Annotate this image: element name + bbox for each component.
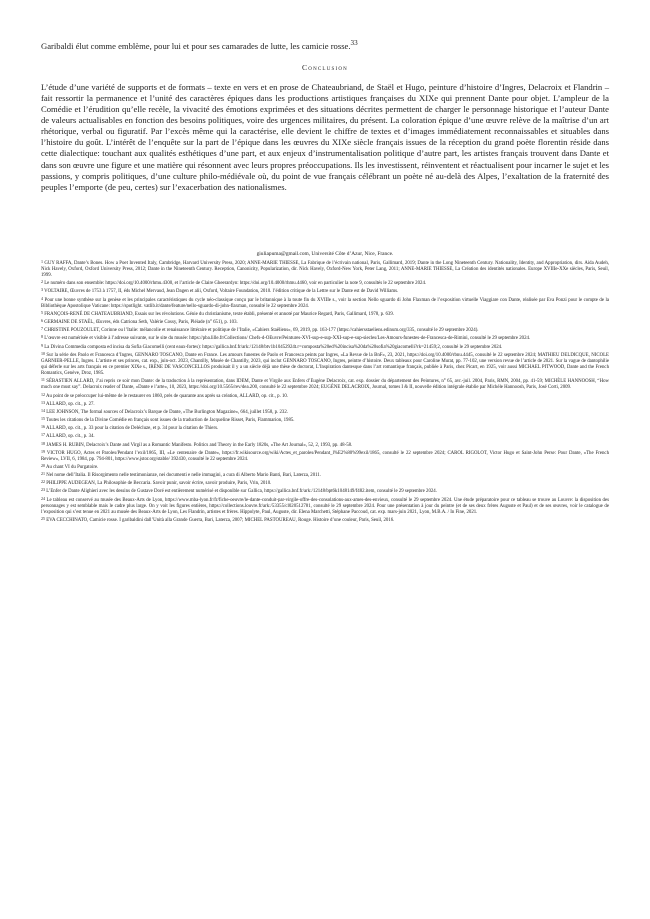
footnote-number: 3 [41,287,43,293]
footnote-number: 20 [41,463,45,469]
footnote-text: ALLARD, op. cit., p. 33 pour la citation de Delécluze, et p. 34 pour la citation de Thiers. [45,426,219,432]
footnote-text: PHILIPPE AUDEGEAN, La Philosophie de Beccaria. Savoir punir, savoir écrire, savoir produire, Paris, Vrin, 2010. [45,481,272,487]
footnote-text: ALLARD, op. cit., p. 34. [45,434,95,440]
lead-paragraph [41,38,609,52]
footnote [41,496,609,516]
footnote [41,377,609,391]
page [41,38,609,524]
footnote-number: 8 [41,334,43,340]
footnote-text: Sur la série des Paolo et Francesca d’Ingres, GENNARO TOSCANO, Dante en France. Les amours funestes de Paolo et Francesca peints par Ingres, «La Revue de la BnF», 23, 2021, https://doi.org/10.4000/rbnu.4445, consulté le 22 septembre 2024; MATHIEU DELDICQUE, NICOLE GARNIER-PELLE, Ingres. L’artiste et ses princes, cat. exp., juin-oct. 2023, Chantilly, Musée de Chantilly, 2023, qui inclut GENNARO TOSCANO, Ingres, peintre d’histoire. Deux tableaux pour Caroline Murat, pp. 77-102, une version revue de l’article de 2021. Sur la vague de dantophilie qui déferle sur les arts français en ce premier XIXe s., IRÈNE DE VASCONCELLOS produisait il y a un siècle déjà une thèse de doctorat, L’Inspiration dantesque dans l’art romantique français, publiée à Paris, chez Picart, en 1925, voir aussi MICHAEL PITWOOD, Dante and the French Romantics, Genève, Droz, 1985. [41,352,609,377]
footnote-text: EVA CECCHINATO, Camicie rosse. I garibaldini dall’Unità alla Grande Guerra, Bari, Laterza, 2007; MICHEL PASTOUREAU, Rouge. Histoire d’une couleur, Paris, Seuil, 2016. [45,518,395,524]
footnote [41,400,609,408]
footnote-text: FRANÇOIS-RENÉ DE CHATEAUBRIAND, Essais sur les révolutions. Génie du christianisme, texte établi, présenté et annoté par Maurice Regard, Paris, Gallimard, 1978, p. 639. [43,311,394,317]
footnote-text: Pour une bonne synthèse sur la genèse et les principales caractéristiques du cycle néo-classique conçu par le britannique à la toute fin du XVIIIe s., voir la section Nello sguardo di John Flaxman de l’exposition virtuelle Viaggiare con Dante, réalisée par Eva Ponzi pour le compte de la Bibliothèque Apostolique Vaticane: https://spotlight. vatlib.it/dante/feature/nello-sguardo-di-john-flaxman, consulté le 22 septembre 2024. [41,297,609,309]
footnote-text: ALLARD, op. cit., p. 27. [45,401,95,407]
footnote [41,449,609,463]
footnote-text: JAMES H. RUBIN, Delacroix’s Dante and Virgil as a Romantic Manifesto. Politics and Theory in the Early 1820s, «The Art Journal», 52, 2, 1993, pp. 48-58. [45,442,353,448]
footnote [41,296,609,310]
footnote-text: LEE JOHNSON, The formal sources of Delacroix’s Barque de Dante, «The Burlington Magazine», 664, juillet 1958, p. 232. [45,409,288,415]
footnote [41,479,609,487]
footnote-number: 1 [41,258,43,264]
footnote-text: Toutes les citations de la Divine Comédie en français sont issues de la traduction de Jacqueline Risset, Paris, Flammarion, 1985. [45,418,295,424]
footnote-text: SÉBASTIEN ALLARD, J’ai repris ce soir mon Dante: de la traduction à la représentation, dans IDEM, Dante et Virgile aux Enfers d’Eugène Delacroix, cat. exp. dossier du département des Peintures, n° 65, avr.-juil. 2004, Paris, RMN, 2004, pp. 41-59; MICHÈLE HANNOOSH, “How much one must say”. Delacroix reader of Dante, «Dante e l’arte», 10, 2023, https://doi.org/10.5565/rev/dea.200, consulté le 22 septembre 2024; EUGÈNE DELACROIX, Journal, tomes I & II, nouvelle édition intégrale établie par Michèle Hannoosh, Paris, José Corti, 2009. [41,379,609,391]
footnote-text: L’œuvre est numérisée et visible à l’adresse suivante, sur le site du musée: https://pba.lille.fr/Collections/ Chefs-d-OEuvre/Peintures-XVI-sup-e-sup-XXI-sup-e-sup-siecles/Les-Amours-funestes-de-Francesca-de-Rimini, consulté le 29 septembre 2024. [43,336,531,342]
footnote [41,516,609,524]
footnote-number: 5 [41,309,43,315]
footnotes [41,259,609,524]
section-heading: Conclusion [302,62,348,72]
footnote-number: 6 [41,318,43,324]
footnote [41,318,609,326]
footnote-text: Le numéro dans son ensemble: https://doi.org/10.4000/rhmu.4300, et l’article de Claire Gheerardyn: https://doi.org/10.4000/rhmu.4460, voir en particulier la note 9, consultés le 22 septembre 2024. [43,281,427,287]
footnote [41,259,609,279]
footnote-text: Au chant VI du Purgatoire. [45,465,99,471]
footnote [41,334,609,342]
footnote [41,408,609,416]
footnote [41,471,609,479]
footnote [41,487,609,495]
author-affiliation: giuliapuma@gmail.com, Université Côte d’Azur, Nice, France. [256,250,394,257]
footnote [41,441,609,449]
footnote [41,287,609,295]
footnote-ref: 33 [350,39,358,47]
footnote-number: 4 [41,295,43,301]
footnote [41,424,609,432]
footnote [41,343,609,351]
footnote-number: 11 [41,377,45,383]
footnote-number: 25 [41,516,45,522]
footnote-number: 15 [41,416,45,422]
footnote [41,351,609,378]
footnote-number: 13 [41,399,45,405]
conclusion-paragraph: L’étude d’une variété de supports et de formats – texte en vers et en prose de Chateaubriand, de Staël et Hugo, peinture d’histoire d’Ingres, Delacroix et Flandrin – fait ressortir la permanence et l’unité des caractères épiques dans les productions artistiques françaises du XIXe qui prennent Dante pour objet. L’ampleur de la Comédie et l’érudition qu’elle recèle, la vivacité des émotions exprimées et des situations décrites permettent de charger le personnage historique et l’auteur Dante de valeurs actualisables en fonction des besoins politiques, voire des urgences militaires, du présent. La coloration épique d’une œuvre relève de la maîtrise d’un art rhétorique, verbal ou figuratif. Par l’excès même qui la caractérise, elle devient le chiffre de textes et d’images immédiatement reconnaissables et situables dans l’histoire du goût. L’intérêt de l’enquête sur la part de l’épique dans les œuvres du XIXe siècle français issues de la réception du grand poète florentin réside dans cette dialectique: touchant aux qualités esthétiques d’une part, et aux enjeux d’instrumentalisation politique d’autre part, les artistes français trouvent dans Dante et dans son œuvre une figure et une matière qui résonnent avec leurs propres préoccupations. Ils les investissent, réinventent et réactualisent pour incarner le sujet et les passions, y compris politiques, d’une culture philo-médiévale où, du point de vue français célébrant un poète né au-delà des Alpes, l’exaltation de la fraternité des peuples l’emporte (de peu, certes) sur l’exacerbation des nationalismes. [41,81,609,192]
footnote-number: 23 [41,487,45,493]
footnote-text: Le tableau est conservé au musée des Beaux-Arts de Lyon, https://www.mba-lyon.fr/fr/fiche-oeuvre/le-dante-conduit-par-virgile-offre-des-consolations-aux-ames-des-envieux, consulté le 29 septembre 2024. Une étude préparatoire pour ce tableau se trouve au Louvre: la disposition des personnages y est semblable mais le cadre plus large. On y voit les figures entières, https://collections.louvre.fr/ark:/53355/cl020512781, consulté le 29 septembre 2024. Pour une présentation à jour du peintre (et de ses deux frères Auguste et Paul) et de ses œuvres, voir le catalogue de l’exposition qui s’est tenue en 2021 au musée des Beaux-Arts de Lyon, Les Flandrin, artistes et frères. Hippolyte, Paul, Auguste, dir. Elena Marchetti, Stéphane Paccoud, cat. exp. mars-juin 2021, Lyon, M.B.A. / In Fine, 2021. [41,497,609,515]
footnote-number: 14 [41,407,45,413]
footnote [41,310,609,318]
footnote [41,326,609,334]
footnote-number: 18 [41,440,45,446]
footnote-number: 7 [41,326,43,332]
footnote-text: La Divina Commedia composta ed incisa da Sofia Giacomelli (cent eaux-fortes): https://gallica.bnf.fr/ark:/12148/btv1b10452924t.r=composta%20ed%20incisa%20da%20sofia%20giacomelli?rk=21459;2, consulté le 29 septembre 2024. [43,344,503,350]
footnote-number: 24 [41,495,45,501]
footnote-text: VICTOR HUGO, Actes et Paroles/Pendant l’exil/1865, III, «Le centenaire de Dante», https://fr.wikisource.org/wiki/Actes_et_paroles/Pendant_l%E2%80%99exil/1865, consulté le 22 septembre 2024; CAROL RIGOLOT, Victor Hugo et Saint-John Perse: Pour Dante, «The French Review», LVII, 6, 1984, pp. 794-801, https://www.jstor.org/stable/ 392430, consulté le 22 septembre 2024. [41,450,609,462]
footnote-number: 21 [41,471,45,477]
footnote [41,416,609,424]
footnote [41,392,609,400]
footnote-text: CHRISTINE POUZOULET, Corinne ou l’Italie: mélancolie et renaissance littéraire et politique de l’Italie, «Cahiers Staëliens», 69, 2019, pp. 163-177 (https://cahiersstaeliens.edinum.org/335, consulté le 29 septembre 2024). [43,328,479,334]
footnote-text: VOLTAIRE, Œuvres de 1753 à 1757, II, éds Michel Mervaud, Jean Dagen et alii, Oxford, Voltaire Foundation, 2010. l’édition critique de la Lettre sur le Dante est de David Williams. [43,289,399,295]
footnote-number: 10 [41,350,45,356]
footnote-number: 22 [41,479,45,485]
footnote-text: Au point de se préoccuper lui-même de le restaurer en 1860, près de quarante ans après sa création, ALLARD, op. cit., p. 10. [45,393,289,399]
footnote [41,463,609,471]
footnote-text: L’Enfer de Dante Alighieri avec les dessins de Gustave Doré est entièrement numérisé et disponible sur Gallica, https://gallica.bnf.fr/ark:/12148/bpt6k1048149/f482.item, consulté le 29 septembre 2024. [45,489,437,495]
footnote-number: 17 [41,432,45,438]
footnote-number: 9 [41,342,43,348]
footnote-text: Nel nome dell’Italia. Il Risorgimento nelle testimonianze, nei documenti e nelle immagini, a cura di Alberto Mario Banti, Bari, Laterza, 2011. [45,473,322,479]
footnote-number: 12 [41,391,45,397]
footnote [41,279,609,287]
footnote-text: GERMAINE DE STAËL, Œuvres, éds Catriona Seth, Valérie Cossy, Paris, Pléiade (n° 651), p. 103. [43,320,238,326]
spacer [41,193,609,251]
footnote [41,432,609,440]
footnote-text: GUY RAFFA, Dante’s Bones. How a Poet Invented Italy, Cambridge, Harvard University Press, 2020; ANNE-MARIE THIESSE, La Fabrique de l’écrivain national, Paris, Gallimard, 2019; Dante in the Long Nineteenth Century. Nationality, Identity, and Appropriation, dirs. Aida Audeh, Nick Havely, Oxford, Oxford University Press, 2012; Dante in the Nineteenth Century. Reception, Canonicity, Popularization, dir. Nick Havely, Oxford-New York, Peter Lang, 2011; ANNE-MARIE THIESSE, La Création des identités nationales. Europe XVIIIe-XXe siècles, Paris, Seuil, 1999. [41,260,609,279]
footnote-number: 16 [41,424,45,430]
footnote-number: 19 [41,448,45,454]
lead-text: Garibaldi élut comme emblème, pour lui et pour ses camarades de lutte, les camicie rosse. [41,40,351,51]
footnote-number: 2 [41,279,43,285]
